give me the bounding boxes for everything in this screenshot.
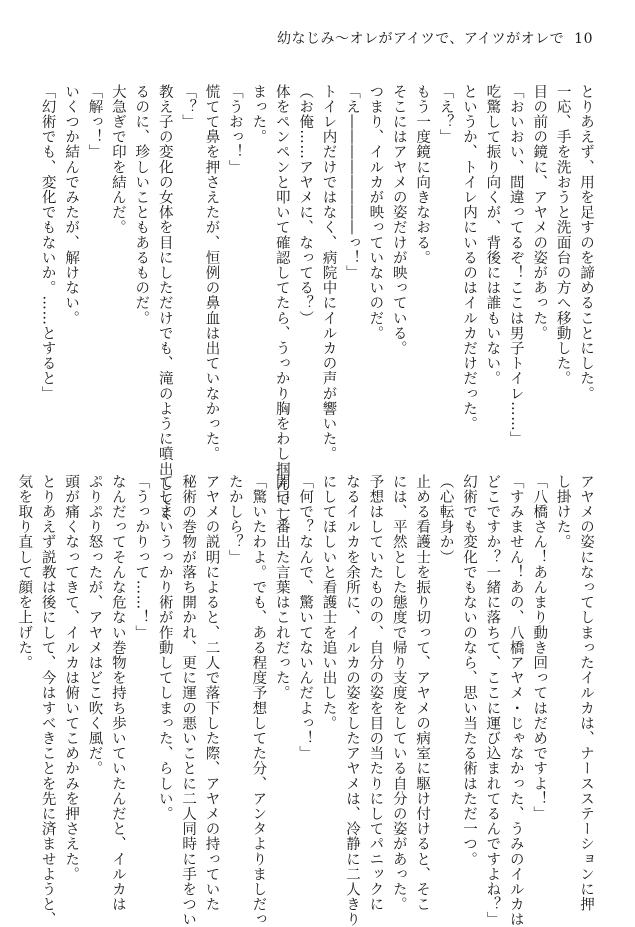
text-line: というか、トイレ内にいるのはイルカだけだった。 — [460, 84, 477, 432]
text-line: し掛けた。 — [554, 474, 571, 550]
text-line: 幻術でも変化でもないのなら、思い当たる術はただ一つ。 — [460, 474, 477, 867]
text-line: つまり、イルカが映っていないのだ。 — [367, 84, 384, 341]
text-line: 「おいおい、間違ってるぞ！ここは男子トイレ……」 — [507, 84, 524, 447]
text-line: 止める看護士を振り切って、アヤメの病室に駆け付けると、そこ — [414, 474, 431, 912]
text-line: 「うっかりって……！」 — [133, 474, 150, 641]
text-line: 吃驚して振り向くが、背後には誰もいない。 — [484, 84, 501, 386]
text-line: 「うおっ！」 — [226, 84, 243, 175]
running-header — [277, 28, 593, 48]
text-line: 「解っ！」 — [86, 84, 103, 160]
text-line: には、平然とした態度で帰り支度をしている自分の姿があった。 — [390, 474, 407, 912]
text-line: 「驚いたわよ。でも、ある程度予想してた分、アンタよりましだっ — [250, 474, 267, 927]
text-line: てしまいうっかり術が作動してしまった、らしい。 — [156, 474, 173, 822]
text-line: 頭が痛くなってきて、イルカは俯いてこめかみを押さえた。 — [63, 474, 80, 882]
text-line: 「八橋さん！あんまり動き回ってはだめですよ！」 — [531, 474, 548, 822]
text-line: にしてほしいと看護士を追い出した。 — [320, 474, 337, 731]
text-line: 体をペンペンと叩いて確認してたら、うっかり胸をわし掴んでし — [273, 84, 290, 522]
text-line: もう一度鏡に向きなおる。 — [414, 84, 431, 266]
text-line: るのに、珍しいこともあるものだ。 — [133, 84, 150, 326]
text-line: 「幻術でも、変化でもないか。……とすると」 — [39, 84, 56, 402]
text-line: 一応、手を洗おうと洗面台の方へ移動した。 — [554, 84, 571, 386]
text-line: （心転身か） — [437, 474, 454, 565]
text-line: なんだってそんな危ない巻物を持ち歩いていたんだと、イルカは — [109, 474, 126, 912]
text-line: 開口一番出た言葉はこれだった。 — [273, 474, 290, 701]
text-line: とりあえず説教は後にして、今はすべきことを先に済ませようと、 — [39, 474, 56, 927]
text-line: そこにはアヤメの姿だけが映っている。 — [390, 84, 407, 356]
text-line: 慌てて鼻を押さえたが、恒例の鼻血は出ていなかった。 — [203, 84, 220, 462]
text-line: 「？」 — [180, 84, 197, 130]
text-line: 「え――――――――っ！」 — [343, 84, 360, 281]
text-line: いくつか結んでみたが、解けない。 — [63, 84, 80, 326]
text-line: どこですか？一緒に落ちて、ここに運び込まれてるんですよね？」 — [484, 474, 501, 927]
text-line: 予想はしていたものの、自分の姿を目の当たりにしてパニックに — [367, 474, 384, 912]
book-title: 幼なじみ〜オレがアイツで、アイツがオレで — [276, 31, 565, 47]
text-line: 気を取り直して顔を上げた。 — [16, 474, 33, 671]
page-number: 10 — [574, 31, 593, 47]
text-line: 目の前の鏡に、アヤメの姿があった。 — [531, 84, 548, 341]
text-line: とりあえず、用を足すのを諦めることにした。 — [578, 84, 594, 402]
text-line: たかしら？」 — [226, 474, 243, 565]
text-line: 「すみません！あの、八橋アヤメ・じゃなかった、うみのイルカは — [507, 474, 524, 927]
text-line: 「え？」 — [437, 84, 454, 145]
text-line: 教え子の変化の女体を目にしただけでも、滝のように噴出してく — [156, 84, 173, 522]
text-line: 「何で？なんで、驚いてないんだよっ！」 — [297, 474, 314, 761]
text-line: ぷりぷり怒ったが、アヤメはどこ吹く風だ。 — [86, 474, 103, 776]
text-line: 秘術の巻物が落ち開かれ、更に運の悪いことに二人同時に手をつい — [180, 474, 197, 927]
text-line: アヤメの説明によると、二人で落下した際、アヤメの持っていた — [203, 474, 220, 912]
text-line: 大急ぎで印を結んだ。 — [109, 84, 126, 235]
text-line: なるイルカを余所に、イルカの姿をしたアヤメは、冷静に二人きり — [343, 474, 360, 927]
text-line: トイレ内だけではなく、病院中にイルカの声が響いた。 — [320, 84, 337, 462]
text-line: まった。 — [250, 84, 267, 145]
text-line: アヤメの姿になってしまったイルカは、ナースステーションに押 — [578, 474, 594, 912]
text-line: （お俺……アヤメに、なってる？） — [297, 84, 314, 326]
bottom-text-block — [16, 474, 597, 927]
